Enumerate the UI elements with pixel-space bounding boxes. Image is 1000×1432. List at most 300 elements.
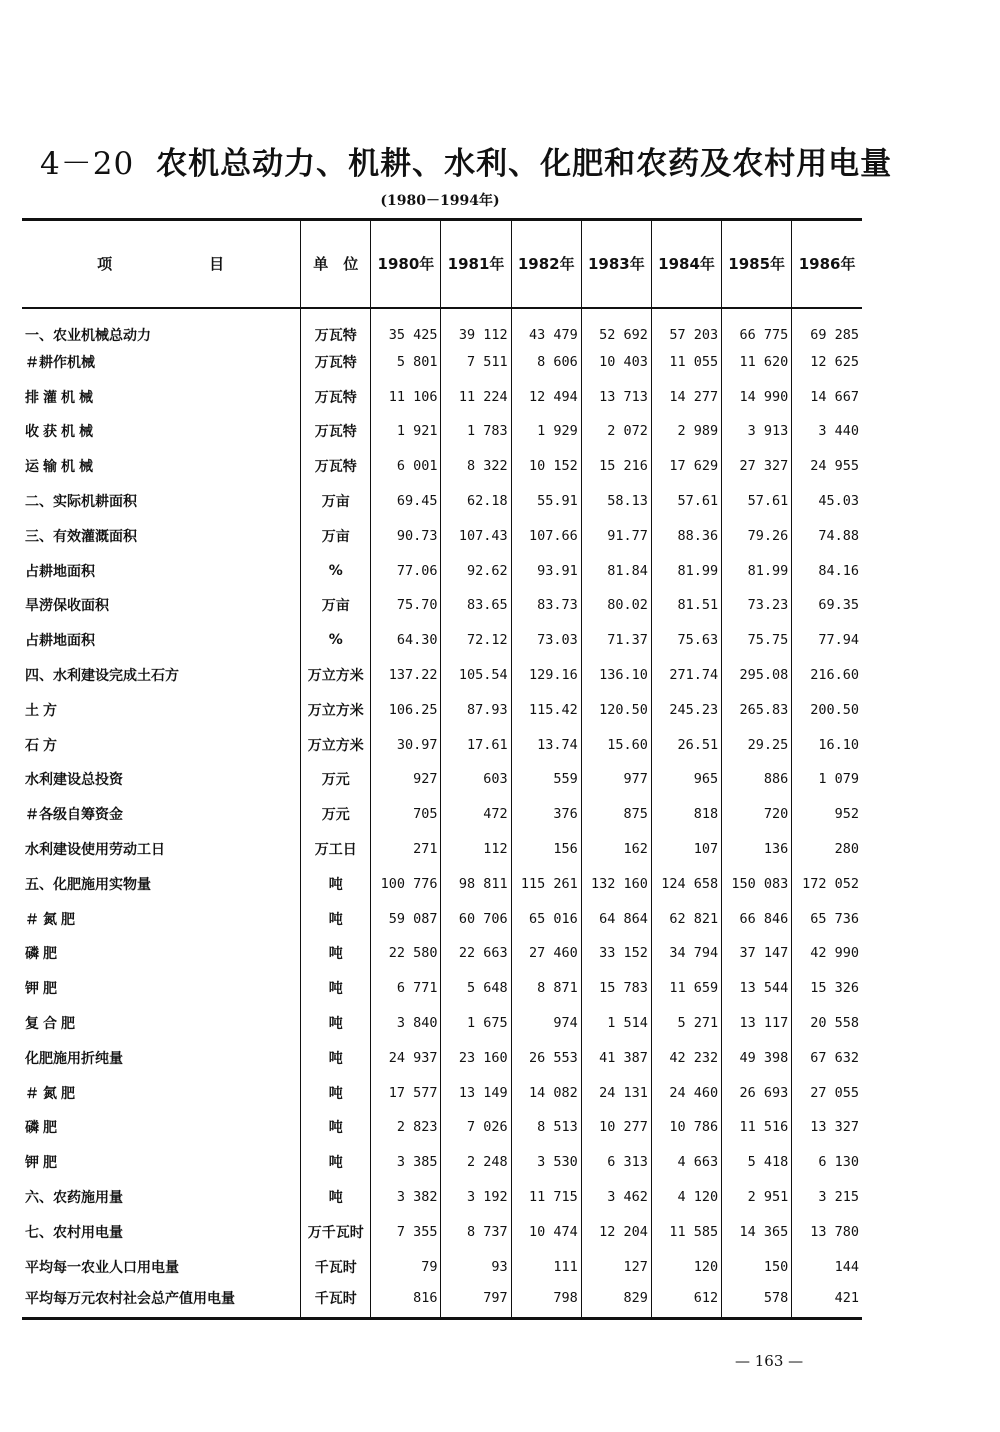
cell-value: 144 [792,1249,862,1284]
cell-value: 37 147 [722,936,792,971]
cell-value: 11 585 [651,1214,721,1249]
header-row [22,220,862,308]
cell-value: 1 675 [441,1006,511,1041]
row-unit: 吨 [301,1006,371,1041]
row-label: ＃氮肥 [25,1085,79,1102]
cell-value: 87.93 [441,692,511,727]
header-year: 1980年 [371,220,441,308]
cell-value: 79 [371,1249,441,1284]
cell-value: 2 248 [441,1145,511,1180]
cell-value: 3 840 [371,1006,441,1041]
cell-value: 81.84 [581,553,651,588]
cell-value: 69.45 [371,484,441,519]
cell-value: 6 130 [792,1145,862,1180]
cell-value: 15 216 [581,449,651,484]
cell-value: 35 425 [371,308,441,345]
cell-value: 42 990 [792,936,862,971]
cell-value: 111 [511,1249,581,1284]
cell-value: 73.23 [722,588,792,623]
cell-value: 42 232 [651,1040,721,1075]
cell-value: 11 620 [722,345,792,380]
cell-value: 10 474 [511,1214,581,1249]
cell-value: 60 706 [441,901,511,936]
cell-value: 886 [722,762,792,797]
row-unit: 万亩 [301,588,371,623]
cell-value: 3 462 [581,1180,651,1215]
cell-value: 83.73 [511,588,581,623]
table-row [22,1284,862,1319]
row-unit: 万瓦特 [301,449,371,484]
header-item: 项 目 [22,220,301,308]
cell-value: 74.88 [792,518,862,553]
row-unit: 吨 [301,936,371,971]
row-label: ＃氮肥 [25,911,79,928]
header-unit: 单 位 [301,220,371,308]
table-row [22,832,862,867]
cell-value: 150 [722,1249,792,1284]
cell-value: 98 811 [441,866,511,901]
cell-value: 64 864 [581,901,651,936]
cell-value: 100 776 [371,866,441,901]
table-title: 农机总动力、机耕、水利、化肥和农药及农村用电量 [156,146,893,182]
table-row [22,518,862,553]
cell-value: 13.74 [511,727,581,762]
cell-value: 15 326 [792,971,862,1006]
table-row [22,553,862,588]
table-row [22,1145,862,1180]
cell-value: 77.94 [792,623,862,658]
header-year: 1984年 [651,220,721,308]
row-unit: 吨 [301,971,371,1006]
row-label: 化肥施用折纯量 [25,1050,123,1067]
cell-value: 2 072 [581,414,651,449]
cell-value: 14 667 [792,379,862,414]
row-unit: 万立方米 [301,658,371,693]
cell-value: 578 [722,1284,792,1319]
table-row [22,971,862,1006]
cell-value: 11 106 [371,379,441,414]
cell-value: 14 365 [722,1214,792,1249]
table-row [22,901,862,936]
cell-value: 72.12 [441,623,511,658]
cell-value: 3 215 [792,1180,862,1215]
row-label: 钾肥 [25,981,61,998]
row-unit: 吨 [301,1110,371,1145]
cell-value: 816 [371,1284,441,1319]
table-row [22,1006,862,1041]
cell-value: 24 955 [792,449,862,484]
cell-value: 75.63 [651,623,721,658]
cell-value: 2 951 [722,1180,792,1215]
table-row [22,1040,862,1075]
row-label: 六、农药施用量 [25,1190,123,1207]
cell-value: 12 204 [581,1214,651,1249]
row-label: 土方 [25,702,61,719]
row-label: 收获机械 [25,424,97,441]
cell-value: 10 277 [581,1110,651,1145]
cell-value: 12 494 [511,379,581,414]
row-unit: 吨 [301,1040,371,1075]
cell-value: 965 [651,762,721,797]
table-row [22,727,862,762]
cell-value: 83.65 [441,588,511,623]
cell-value: 3 913 [722,414,792,449]
row-unit: 万立方米 [301,692,371,727]
page-number: — 163 — [735,1352,804,1370]
cell-value: 421 [792,1284,862,1319]
cell-value: 927 [371,762,441,797]
row-unit: 千瓦时 [301,1249,371,1284]
cell-value: 472 [441,797,511,832]
cell-value: 3 385 [371,1145,441,1180]
table-row [22,658,862,693]
row-unit: 吨 [301,866,371,901]
cell-value: 11 659 [651,971,721,1006]
cell-value: 10 152 [511,449,581,484]
row-unit: 万瓦特 [301,379,371,414]
cell-value: 10 403 [581,345,651,380]
cell-value: 4 663 [651,1145,721,1180]
cell-value: 69 285 [792,308,862,345]
row-unit: 万元 [301,797,371,832]
cell-value: 22 663 [441,936,511,971]
cell-value: 14 082 [511,1075,581,1110]
cell-value: 24 460 [651,1075,721,1110]
cell-value: 245.23 [651,692,721,727]
row-unit: 万瓦特 [301,414,371,449]
cell-value: 7 026 [441,1110,511,1145]
cell-value: 106.25 [371,692,441,727]
row-label: 排灌机械 [25,389,97,406]
cell-value: 81.99 [722,553,792,588]
table-row [22,797,862,832]
cell-value: 23 160 [441,1040,511,1075]
row-label: 水利建设总投资 [25,772,123,789]
cell-value: 7 511 [441,345,511,380]
cell-value: 3 440 [792,414,862,449]
cell-value: 952 [792,797,862,832]
cell-value: 3 192 [441,1180,511,1215]
table-row [22,449,862,484]
row-unit: 吨 [301,1145,371,1180]
cell-value: 107.66 [511,518,581,553]
cell-value: 156 [511,832,581,867]
table-number: 4－20 [40,146,135,182]
cell-value: 17 577 [371,1075,441,1110]
cell-value: 376 [511,797,581,832]
cell-value: 27 460 [511,936,581,971]
cell-value: 798 [511,1284,581,1319]
cell-value: 8 513 [511,1110,581,1145]
row-label: 钾肥 [25,1155,61,1172]
table-row [22,1249,862,1284]
cell-value: 4 120 [651,1180,721,1215]
cell-value: 3 530 [511,1145,581,1180]
cell-value: 16.10 [792,727,862,762]
row-unit: 万工日 [301,832,371,867]
cell-value: 64.30 [371,623,441,658]
cell-value: 105.54 [441,658,511,693]
row-unit: 万瓦特 [301,345,371,380]
row-label: 四、水利建设完成土石方 [25,668,179,685]
cell-value: 88.36 [651,518,721,553]
row-label: ＃各级自筹资金 [25,807,123,824]
cell-value: 132 160 [581,866,651,901]
cell-value: 13 327 [792,1110,862,1145]
row-unit: 千瓦时 [301,1284,371,1319]
cell-value: 90.73 [371,518,441,553]
cell-value: 5 648 [441,971,511,1006]
cell-value: 33 152 [581,936,651,971]
cell-value: 1 079 [792,762,862,797]
cell-value: 91.77 [581,518,651,553]
cell-value: 12 625 [792,345,862,380]
cell-value: 66 846 [722,901,792,936]
cell-value: 22 580 [371,936,441,971]
row-label: 运输机械 [25,459,97,476]
table-row [22,588,862,623]
table-row [22,1214,862,1249]
cell-value: 129.16 [511,658,581,693]
cell-value: 77.06 [371,553,441,588]
table-row [22,484,862,519]
cell-value: 26 693 [722,1075,792,1110]
row-unit: 吨 [301,1075,371,1110]
table-row [22,692,862,727]
cell-value: 6 771 [371,971,441,1006]
row-label: 复合肥 [25,1016,79,1033]
cell-value: 172 052 [792,866,862,901]
row-label: 旱涝保收面积 [25,598,109,615]
cell-value: 39 112 [441,308,511,345]
table-row [22,414,862,449]
cell-value: 93.91 [511,553,581,588]
cell-value: 13 117 [722,1006,792,1041]
row-label: 平均每一农业人口用电量 [25,1259,179,1276]
cell-value: 71.37 [581,623,651,658]
cell-value: 81.99 [651,553,721,588]
cell-value: 11 055 [651,345,721,380]
cell-value: 58.13 [581,484,651,519]
cell-value: 216.60 [792,658,862,693]
cell-value: 1 514 [581,1006,651,1041]
row-label: 磷肥 [25,1120,61,1137]
table-row [22,1075,862,1110]
cell-value: 720 [722,797,792,832]
cell-value: 1 921 [371,414,441,449]
cell-value: 26.51 [651,727,721,762]
row-unit: 万千瓦时 [301,1214,371,1249]
row-label: ＃耕作机械 [25,354,95,371]
cell-value: 115 261 [511,866,581,901]
cell-value: 45.03 [792,484,862,519]
table-row [22,1110,862,1145]
cell-value: 127 [581,1249,651,1284]
header-year: 1981年 [441,220,511,308]
cell-value: 55.91 [511,484,581,519]
cell-value: 162 [581,832,651,867]
cell-value: 8 871 [511,971,581,1006]
cell-value: 124 658 [651,866,721,901]
cell-value: 875 [581,797,651,832]
cell-value: 11 516 [722,1110,792,1145]
statistics-table [22,218,862,1320]
cell-value: 81.51 [651,588,721,623]
row-unit: 吨 [301,1180,371,1215]
cell-value: 5 418 [722,1145,792,1180]
header-year: 1983年 [581,220,651,308]
cell-value: 6 313 [581,1145,651,1180]
cell-value: 57.61 [722,484,792,519]
cell-value: 11 715 [511,1180,581,1215]
cell-value: 15.60 [581,727,651,762]
cell-value: 75.75 [722,623,792,658]
cell-value: 13 149 [441,1075,511,1110]
cell-value: 120 [651,1249,721,1284]
row-label: 石方 [25,737,61,754]
table-row [22,379,862,414]
row-label: 五、化肥施用实物量 [25,876,151,893]
row-label: 占耕地面积 [25,563,95,580]
cell-value: 17 629 [651,449,721,484]
header-year: 1982年 [511,220,581,308]
row-label: 七、农村用电量 [25,1224,123,1241]
row-unit: 万亩 [301,484,371,519]
row-unit: 万元 [301,762,371,797]
cell-value: 20 558 [792,1006,862,1041]
table-row [22,936,862,971]
cell-value: 8 606 [511,345,581,380]
cell-value: 52 692 [581,308,651,345]
page-title [40,138,893,183]
cell-value: 59 087 [371,901,441,936]
cell-value: 57.61 [651,484,721,519]
cell-value: 49 398 [722,1040,792,1075]
row-label: 一、农业机械总动力 [25,327,151,344]
cell-value: 93 [441,1249,511,1284]
row-unit: % [301,623,371,658]
row-unit: 万瓦特 [301,308,371,345]
row-unit: % [301,553,371,588]
cell-value: 603 [441,762,511,797]
cell-value: 11 224 [441,379,511,414]
table-row [22,866,862,901]
cell-value: 977 [581,762,651,797]
cell-value: 280 [792,832,862,867]
cell-value: 612 [651,1284,721,1319]
cell-value: 8 737 [441,1214,511,1249]
cell-value: 797 [441,1284,511,1319]
row-label: 水利建设使用劳动工日 [25,842,165,859]
cell-value: 65 736 [792,901,862,936]
cell-value: 107.43 [441,518,511,553]
cell-value: 80.02 [581,588,651,623]
cell-value: 265.83 [722,692,792,727]
cell-value: 5 801 [371,345,441,380]
cell-value: 705 [371,797,441,832]
cell-value: 559 [511,762,581,797]
cell-value: 107 [651,832,721,867]
row-unit: 万亩 [301,518,371,553]
row-label: 占耕地面积 [25,633,95,650]
cell-value: 6 001 [371,449,441,484]
cell-value: 84.16 [792,553,862,588]
cell-value: 3 382 [371,1180,441,1215]
cell-value: 15 783 [581,971,651,1006]
cell-value: 65 016 [511,901,581,936]
cell-value: 27 327 [722,449,792,484]
header-year: 1985年 [722,220,792,308]
table-row [22,308,862,345]
cell-value: 829 [581,1284,651,1319]
cell-value: 115.42 [511,692,581,727]
cell-value: 62 821 [651,901,721,936]
cell-value: 1 783 [441,414,511,449]
cell-value: 13 544 [722,971,792,1006]
row-label: 平均每万元农村社会总产值用电量 [22,1284,301,1319]
cell-value: 136 [722,832,792,867]
cell-value: 29.25 [722,727,792,762]
year-range-subtitle: (1980－1994年) [380,193,500,209]
cell-value: 8 322 [441,449,511,484]
cell-value: 1 929 [511,414,581,449]
cell-value: 24 131 [581,1075,651,1110]
cell-value: 2 989 [651,414,721,449]
cell-value: 14 277 [651,379,721,414]
cell-value: 34 794 [651,936,721,971]
cell-value: 136.10 [581,658,651,693]
cell-value: 295.08 [722,658,792,693]
cell-value: 13 713 [581,379,651,414]
cell-value: 26 553 [511,1040,581,1075]
cell-value: 818 [651,797,721,832]
cell-value: 2 823 [371,1110,441,1145]
cell-value: 13 780 [792,1214,862,1249]
cell-value: 67 632 [792,1040,862,1075]
table-row [22,345,862,380]
row-unit: 吨 [301,901,371,936]
cell-value: 5 271 [651,1006,721,1041]
row-label: 二、实际机耕面积 [25,494,137,511]
cell-value: 974 [511,1006,581,1041]
row-unit: 万立方米 [301,727,371,762]
row-label: 磷肥 [25,946,61,963]
cell-value: 30.97 [371,727,441,762]
row-label: 三、有效灌溉面积 [25,528,137,545]
header-year: 1986年 [792,220,862,308]
cell-value: 66 775 [722,308,792,345]
cell-value: 43 479 [511,308,581,345]
cell-value: 271.74 [651,658,721,693]
cell-value: 27 055 [792,1075,862,1110]
cell-value: 120.50 [581,692,651,727]
cell-value: 62.18 [441,484,511,519]
table-row [22,762,862,797]
cell-value: 112 [441,832,511,867]
cell-value: 69.35 [792,588,862,623]
cell-value: 14 990 [722,379,792,414]
cell-value: 73.03 [511,623,581,658]
cell-value: 57 203 [651,308,721,345]
cell-value: 75.70 [371,588,441,623]
cell-value: 150 083 [722,866,792,901]
cell-value: 79.26 [722,518,792,553]
cell-value: 271 [371,832,441,867]
cell-value: 24 937 [371,1040,441,1075]
cell-value: 17.61 [441,727,511,762]
table-row [22,1180,862,1215]
cell-value: 137.22 [371,658,441,693]
